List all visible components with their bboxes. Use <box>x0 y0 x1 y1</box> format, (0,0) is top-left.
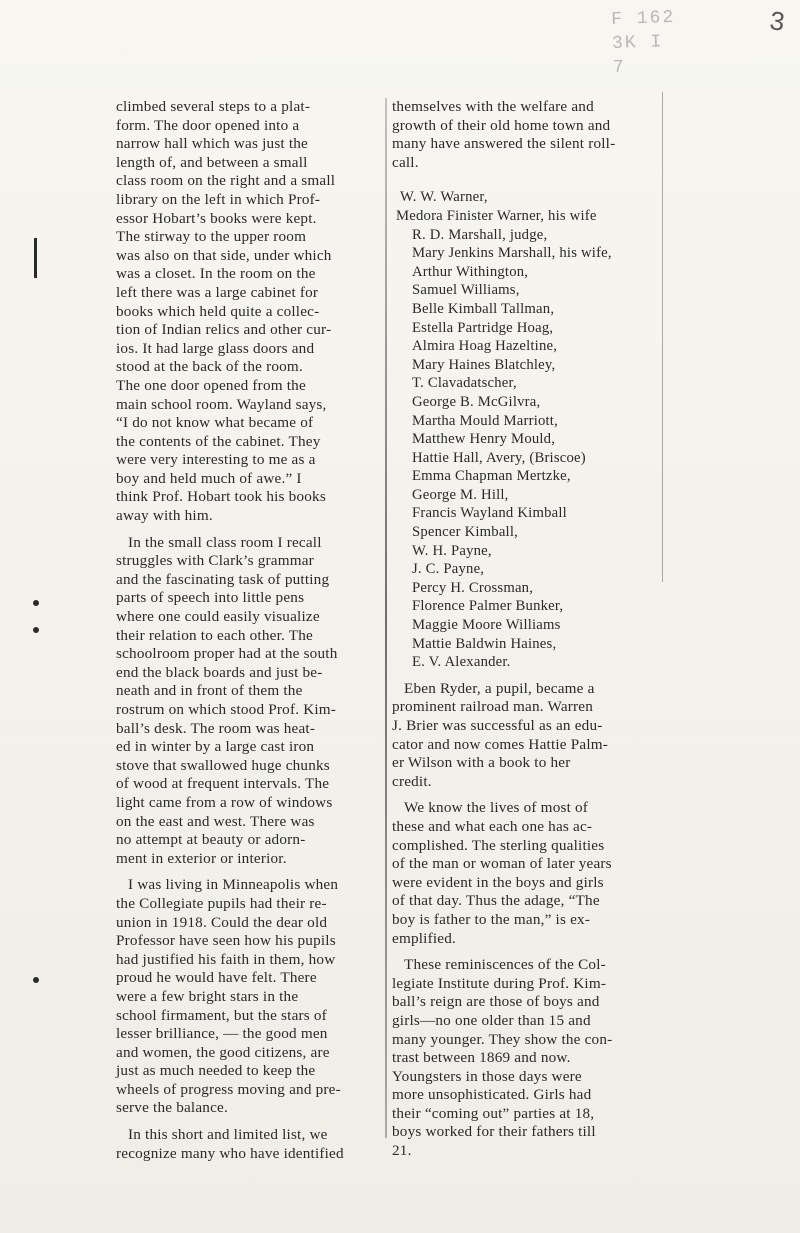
name-list-item: Samuel Williams, <box>412 282 520 299</box>
name-list-item: Martha Mould Marriott, <box>412 412 558 429</box>
archive-mark <box>611 4 728 76</box>
name-list-item: R. D. Marshall, judge, <box>412 226 548 243</box>
right-paragraph-1: Eben Ryder, a pupil, became a prominent railroad man. Warren J. Brier was successful as an edu- cator and now comes Hattie Palm- er Wilson with a book to her credit. <box>392 679 609 790</box>
name-list-item: Emma Chapman Mertzke, <box>412 468 571 485</box>
name-list-item: Francis Wayland Kimball <box>412 505 567 522</box>
left-column <box>116 98 382 1171</box>
left-paragraph-3: I was living in Minneapolis when the Collegiate pupils had their re- union in 1918. Could the dear old Professor have seen how his pupils had justified his faith in them, how proud he would have felt. There were a few bright stars in the school firmament, but the stars of lesser brilliance, — the good men and women, the good citizens, are just as much needed to keep the wheels of progress moving and pre- serve the balance. <box>116 876 341 1117</box>
name-list-item: Arthur Withington, <box>412 263 529 280</box>
right-paragraph-3: These reminiscences of the Col- legiate Institute during Prof. Kim- ball’s reign are those of boys and girls—no one older than 15 and many younger. They show the con- trast between 1869 and now. Youngsters in those days were more unsophisticated. Girls had their “coming out” parties at 18, boys worked for their fathers till 21. <box>392 956 613 1160</box>
left-paragraph-2: In the small class room I recall struggles with Clark’s grammar and the fascinating task of putting parts of speech into little pens where one could easily visualize their relation to each other. The schoolroom proper had at the south end the black boards and just be- neath and in front of them the rostrum on which stood Prof. Kim- ball’s desk. The room was heat- ed in winter by a large cast iron stove that swallowed huge chunks of wood at frequent intervals. The light came from a row of windows on the east and west. There was no attempt at beauty or adorn- ment in exterior or interior. <box>116 533 338 867</box>
margin-mark-dot <box>33 627 39 633</box>
name-list-item: Spencer Kimball, <box>412 524 518 541</box>
page-number: 3 <box>767 5 787 37</box>
name-list-item: Mattie Baldwin Haines, <box>412 635 557 652</box>
archive-mark-line-1: F 162 <box>610 7 676 31</box>
right-paragraph-2: We know the lives of most of these and what each one has ac- complished. The sterling qualities of the man or woman of later years were evident in the boys and girls of that day. Thus the adage, “The boy is father to the man,” is ex- emplified. <box>392 799 612 947</box>
name-list-item: J. C. Payne, <box>412 561 485 578</box>
name-list-item: W. H. Payne, <box>412 542 492 559</box>
name-list-item: E. V. Alexander. <box>412 654 511 671</box>
archive-mark-line-2: 3K I <box>611 32 664 54</box>
name-list-item: T. Clavadatscher, <box>412 375 517 392</box>
name-list-item: Belle Kimball Tallman, <box>412 300 555 317</box>
name-list-item: Hattie Hall, Avery, (Briscoe) <box>412 449 586 466</box>
name-list-item: Medora Finister Warner, his wife <box>396 207 597 224</box>
name-list-item: Matthew Henry Mould, <box>412 431 556 448</box>
name-list-item: Estella Partridge Hoag, <box>412 319 554 336</box>
name-list-item: George B. McGilvra, <box>412 393 541 410</box>
name-list-item: Almira Hoag Hazeltine, <box>412 338 558 355</box>
right-intro: themselves with the welfare and growth of their old home town and many have answered the silent roll- call. <box>392 98 616 171</box>
margin-mark-dot <box>33 977 39 983</box>
name-list-item: Mary Jenkins Marshall, his wife, <box>412 245 612 262</box>
archive-mark-line-3: 7 <box>612 57 627 78</box>
name-list-item: Maggie Moore Williams <box>412 617 561 634</box>
left-paragraph-4: In this short and limited list, we recognize many who have identified <box>116 1126 344 1162</box>
column-divider <box>385 98 387 1138</box>
name-list-item: Mary Haines Blatchley, <box>412 356 556 373</box>
right-edge-rule <box>662 92 663 582</box>
name-list-item: Florence Palmer Bunker, <box>412 598 564 615</box>
margin-mark-dot <box>33 600 39 606</box>
name-list <box>392 188 662 671</box>
margin-mark-bar <box>34 238 37 278</box>
name-list-item: Percy H. Crossman, <box>412 579 534 596</box>
left-paragraph-1: climbed several steps to a plat- form. The door opened into a narrow hall which was just the length of, and between a small class room on the right and a small library on the left in which Prof- essor Hobart’s books were kept. The stirway to the upper room was also on that side, under which was a closet. In the room on the left there was a large cabinet for books which held quite a collec- tion of Indian relics and other cur- ios. It had large glass doors and stood at the back of the room. The one door opened from the main school room. Wayland says, “I do not know what became of the contents of the cabinet. They were very interesting to me as a boy and held much of awe.” I think Prof. Hobart took his books away with him. <box>116 98 336 525</box>
right-column <box>392 98 662 1169</box>
name-list-item: W. W. Warner, <box>400 189 488 206</box>
name-list-item: George M. Hill, <box>412 486 509 503</box>
